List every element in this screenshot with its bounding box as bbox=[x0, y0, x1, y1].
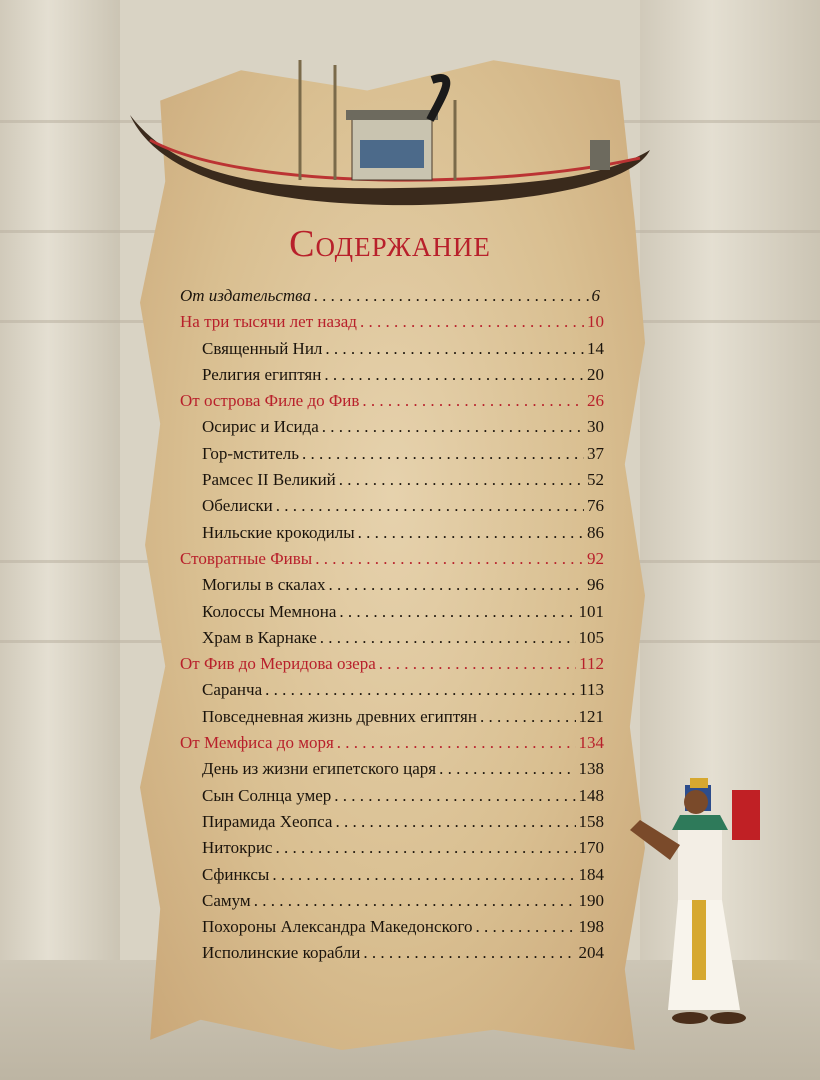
dot-leader bbox=[275, 835, 575, 861]
toc-entry-title: От острова Филе до Фив bbox=[180, 391, 360, 411]
toc-entry-title: Стовратные Фивы bbox=[180, 548, 313, 568]
toc-entry-title: Сфинксы bbox=[202, 864, 270, 884]
toc-entry-title: Саранча bbox=[202, 680, 263, 700]
toc-entry-page: 204 bbox=[578, 943, 604, 963]
toc-entry-page: 6 bbox=[591, 286, 600, 305]
dot-leader bbox=[379, 651, 576, 677]
dot-leader bbox=[314, 283, 589, 309]
toc-entry-page: 76 bbox=[587, 496, 604, 516]
toc-entry[interactable] bbox=[180, 888, 604, 914]
dot-leader bbox=[360, 309, 584, 335]
toc-entry-title: От Фив до Меридова озера bbox=[180, 654, 376, 674]
toc-entry[interactable] bbox=[180, 414, 604, 440]
toc-entry-page: 52 bbox=[587, 470, 604, 490]
toc-entry-page: 37 bbox=[587, 443, 604, 463]
toc-entry[interactable] bbox=[180, 493, 604, 519]
toc-entry-page: 96 bbox=[587, 575, 604, 595]
dot-leader bbox=[302, 441, 584, 467]
toc-entry[interactable] bbox=[180, 862, 604, 888]
toc-entry[interactable] bbox=[180, 783, 604, 809]
toc-entry[interactable] bbox=[180, 704, 604, 730]
toc-entry[interactable] bbox=[180, 809, 604, 835]
dot-leader bbox=[320, 625, 576, 651]
toc-entry-title: Нитокрис bbox=[202, 838, 273, 858]
toc-entry-title: Храм в Карнаке bbox=[202, 627, 317, 647]
toc-entry[interactable] bbox=[180, 520, 604, 546]
toc-entry-page: 184 bbox=[578, 864, 604, 884]
toc-entry-title: Исполинские корабли bbox=[202, 943, 361, 963]
dot-leader bbox=[476, 914, 576, 940]
toc-entry-page: 198 bbox=[578, 917, 604, 937]
dot-leader bbox=[362, 388, 584, 414]
toc-entry-page: 105 bbox=[578, 627, 604, 647]
toc-entry[interactable] bbox=[180, 940, 604, 966]
toc-entry-title: Колоссы Мемнона bbox=[202, 601, 337, 621]
dot-leader bbox=[254, 888, 576, 914]
toc-entry-page: 92 bbox=[587, 548, 604, 568]
toc-entry[interactable] bbox=[180, 835, 604, 861]
toc-entry-title: Сын Солнца умер bbox=[202, 785, 332, 805]
toc-entry[interactable] bbox=[180, 283, 604, 309]
toc-entry-title: Обелиски bbox=[202, 496, 273, 516]
dot-leader bbox=[339, 599, 575, 625]
toc-entry[interactable] bbox=[180, 572, 604, 598]
dot-leader bbox=[439, 756, 575, 782]
dot-leader bbox=[324, 362, 584, 388]
toc-entry-page: 134 bbox=[578, 733, 604, 753]
toc-entry-page: 112 bbox=[579, 654, 604, 674]
dot-leader bbox=[272, 862, 575, 888]
toc-entry-page: 10 bbox=[587, 312, 604, 332]
toc-entry-title: Нильские крокодилы bbox=[202, 522, 355, 542]
toc-entry-page: 101 bbox=[578, 601, 604, 621]
toc-entry[interactable] bbox=[180, 546, 604, 572]
toc-entry-page: 20 bbox=[587, 364, 604, 384]
toc-entry-page: 26 bbox=[587, 391, 604, 411]
toc-entry-page: 86 bbox=[587, 522, 604, 542]
toc-entry[interactable] bbox=[180, 730, 604, 756]
dot-leader bbox=[339, 467, 584, 493]
toc-entry-title: Священный Нил bbox=[202, 338, 323, 358]
dot-leader bbox=[363, 940, 575, 966]
toc-entry-page: 30 bbox=[587, 417, 604, 437]
dot-leader bbox=[337, 730, 576, 756]
dot-leader bbox=[276, 493, 584, 519]
toc-entry-title: На три тысячи лет назад bbox=[180, 312, 357, 332]
toc-entry[interactable] bbox=[180, 677, 604, 703]
toc-entry-title: От Мемфиса до моря bbox=[180, 733, 334, 753]
toc-entry-title: Могилы в скалах bbox=[202, 575, 326, 595]
toc-entry-page: 148 bbox=[578, 785, 604, 805]
toc-entry-title: День из жизни египетского царя bbox=[202, 759, 437, 779]
toc-entry[interactable] bbox=[180, 388, 604, 414]
toc-entry-page: 121 bbox=[578, 706, 604, 726]
dot-leader bbox=[480, 704, 576, 730]
toc-entry-title: Похороны Александра Македонского bbox=[202, 917, 473, 937]
toc-entry-page: 158 bbox=[578, 811, 604, 831]
dot-leader bbox=[325, 336, 584, 362]
dot-leader bbox=[328, 572, 584, 598]
toc-entry[interactable] bbox=[180, 467, 604, 493]
toc-entry-page: 14 bbox=[587, 338, 604, 358]
toc-entry-page: 113 bbox=[579, 680, 604, 700]
toc-entry[interactable] bbox=[180, 914, 604, 940]
toc-entry-title: Повседневная жизнь древних египтян bbox=[202, 706, 477, 726]
toc-entry-page: 190 bbox=[578, 890, 604, 910]
toc-entry-page: 138 bbox=[578, 759, 604, 779]
toc-entry[interactable] bbox=[180, 441, 604, 467]
toc-entry-title: Гор-мститель bbox=[202, 443, 300, 463]
dot-leader bbox=[315, 546, 584, 572]
dot-leader bbox=[358, 520, 584, 546]
toc-entry[interactable] bbox=[180, 599, 604, 625]
table-of-contents bbox=[180, 283, 604, 967]
toc-entry-title: Религия египтян bbox=[202, 364, 322, 384]
toc-entry-page: 170 bbox=[578, 838, 604, 858]
toc-entry[interactable] bbox=[180, 309, 604, 335]
boat-illustration bbox=[120, 40, 660, 210]
dot-leader bbox=[322, 414, 584, 440]
toc-entry-title: Пирамида Хеопса bbox=[202, 811, 333, 831]
toc-entry[interactable] bbox=[180, 756, 604, 782]
dot-leader bbox=[335, 809, 575, 835]
toc-entry[interactable] bbox=[180, 362, 604, 388]
toc-entry[interactable] bbox=[180, 336, 604, 362]
page-title: Содержание bbox=[289, 223, 491, 265]
toc-entry-title: Осирис и Исида bbox=[202, 417, 319, 437]
toc-entry-title: Рамсес II Великий bbox=[202, 470, 336, 490]
toc-entry[interactable] bbox=[180, 625, 604, 651]
dot-leader bbox=[334, 783, 575, 809]
pharaoh-illustration bbox=[610, 770, 780, 1030]
dot-leader bbox=[265, 677, 576, 703]
toc-entry[interactable] bbox=[180, 651, 604, 677]
toc-entry-title: От издательства bbox=[180, 286, 311, 305]
toc-entry-title: Самум bbox=[202, 890, 251, 910]
